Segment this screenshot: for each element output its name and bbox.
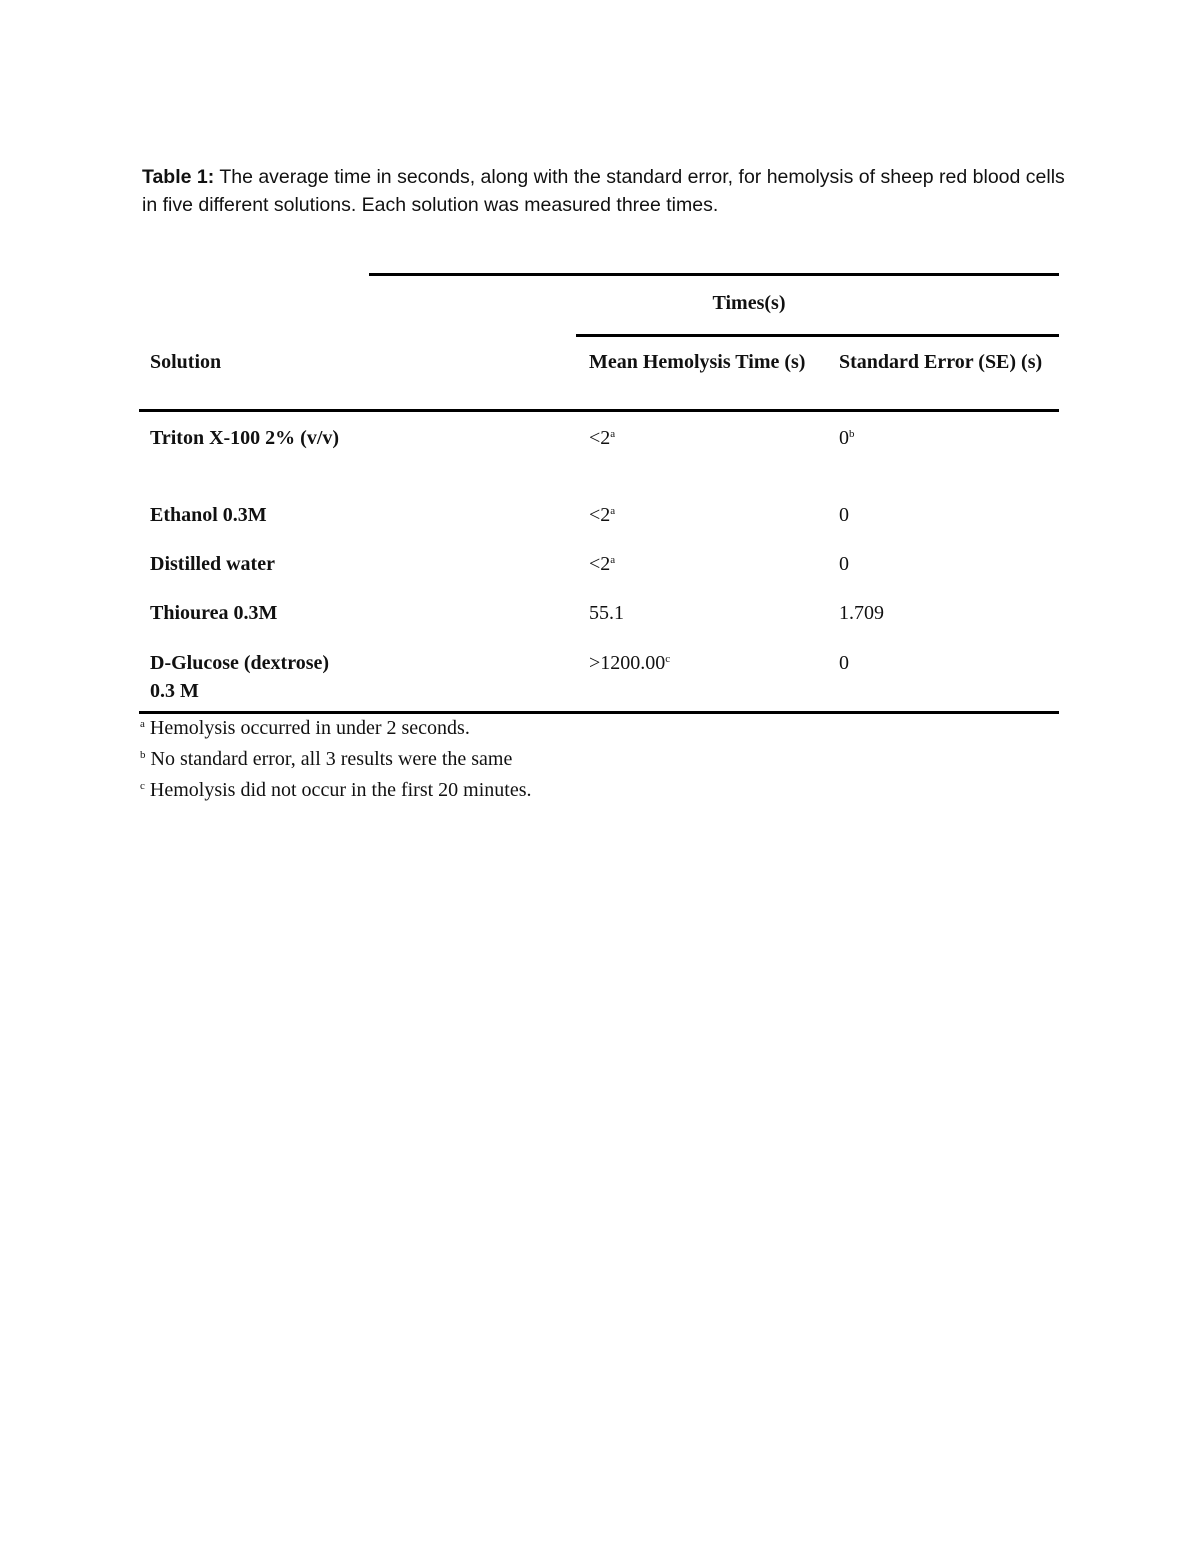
se-value: 0	[839, 553, 849, 575]
mean-value: <2	[589, 553, 611, 575]
footnote-mark: c	[140, 780, 145, 792]
row-solution-distilled-water: Distilled water	[150, 553, 275, 575]
column-header-solution: Solution	[150, 351, 222, 373]
table-caption	[142, 163, 1072, 219]
column-header-se: Standard Error (SE) (s)	[839, 351, 1043, 373]
mean-footnote-mark: c	[665, 653, 671, 665]
footnote-c	[140, 776, 532, 804]
row-mean-triton	[589, 424, 615, 452]
footnote-mark: a	[140, 718, 145, 730]
row-mean-distilled-water	[589, 550, 615, 578]
row-se-d-glucose	[839, 649, 849, 677]
mean-footnote-mark: a	[610, 554, 616, 566]
footnote-b	[140, 745, 512, 773]
caption-text: The average time in seconds, along with the standard error, for hemolysis of sheep red blood cells in five different solutions. Each solution was measured three times.	[142, 166, 1065, 216]
se-footnote-mark: b	[849, 428, 855, 440]
footnote-mark: b	[140, 749, 146, 761]
group-header-rule	[576, 334, 1059, 337]
footnote-text: Hemolysis occurred in under 2 seconds.	[144, 717, 470, 739]
row-se-distilled-water	[839, 550, 849, 578]
row-se-thiourea	[839, 599, 884, 627]
mean-value: <2	[589, 504, 611, 526]
mean-footnote-mark: a	[610, 505, 616, 517]
row-se-ethanol	[839, 501, 849, 529]
row-solution-d-glucose: D-Glucose (dextrose) 0.3 M	[150, 652, 330, 702]
row-solution-thiourea: Thiourea 0.3M	[150, 602, 278, 624]
mean-value: <2	[589, 427, 611, 449]
se-value: 0	[839, 504, 849, 526]
footnote-text: Hemolysis did not occur in the first 20 minutes.	[144, 779, 532, 801]
row-mean-ethanol	[589, 501, 615, 529]
row-mean-d-glucose	[589, 649, 670, 677]
se-value: 0	[839, 427, 849, 449]
group-header-times: Times(s)	[712, 292, 786, 314]
footnote-a	[140, 714, 470, 742]
row-se-triton	[839, 424, 855, 452]
column-header-mean: Mean Hemolysis Time (s)	[589, 351, 806, 373]
caption-label: Table 1:	[142, 166, 215, 188]
se-value: 1.709	[839, 602, 884, 624]
header-bottom-rule	[139, 409, 1059, 412]
mean-value: >1200.00	[589, 652, 666, 674]
row-mean-thiourea	[589, 599, 624, 627]
footnote-text: No standard error, all 3 results were the same	[145, 748, 513, 770]
mean-value: 55.1	[589, 602, 624, 624]
se-value: 0	[839, 652, 849, 674]
mean-footnote-mark: a	[610, 428, 616, 440]
row-solution-triton: Triton X-100 2% (v/v)	[150, 427, 340, 449]
row-solution-ethanol: Ethanol 0.3M	[150, 504, 267, 526]
table-top-rule	[369, 273, 1059, 276]
